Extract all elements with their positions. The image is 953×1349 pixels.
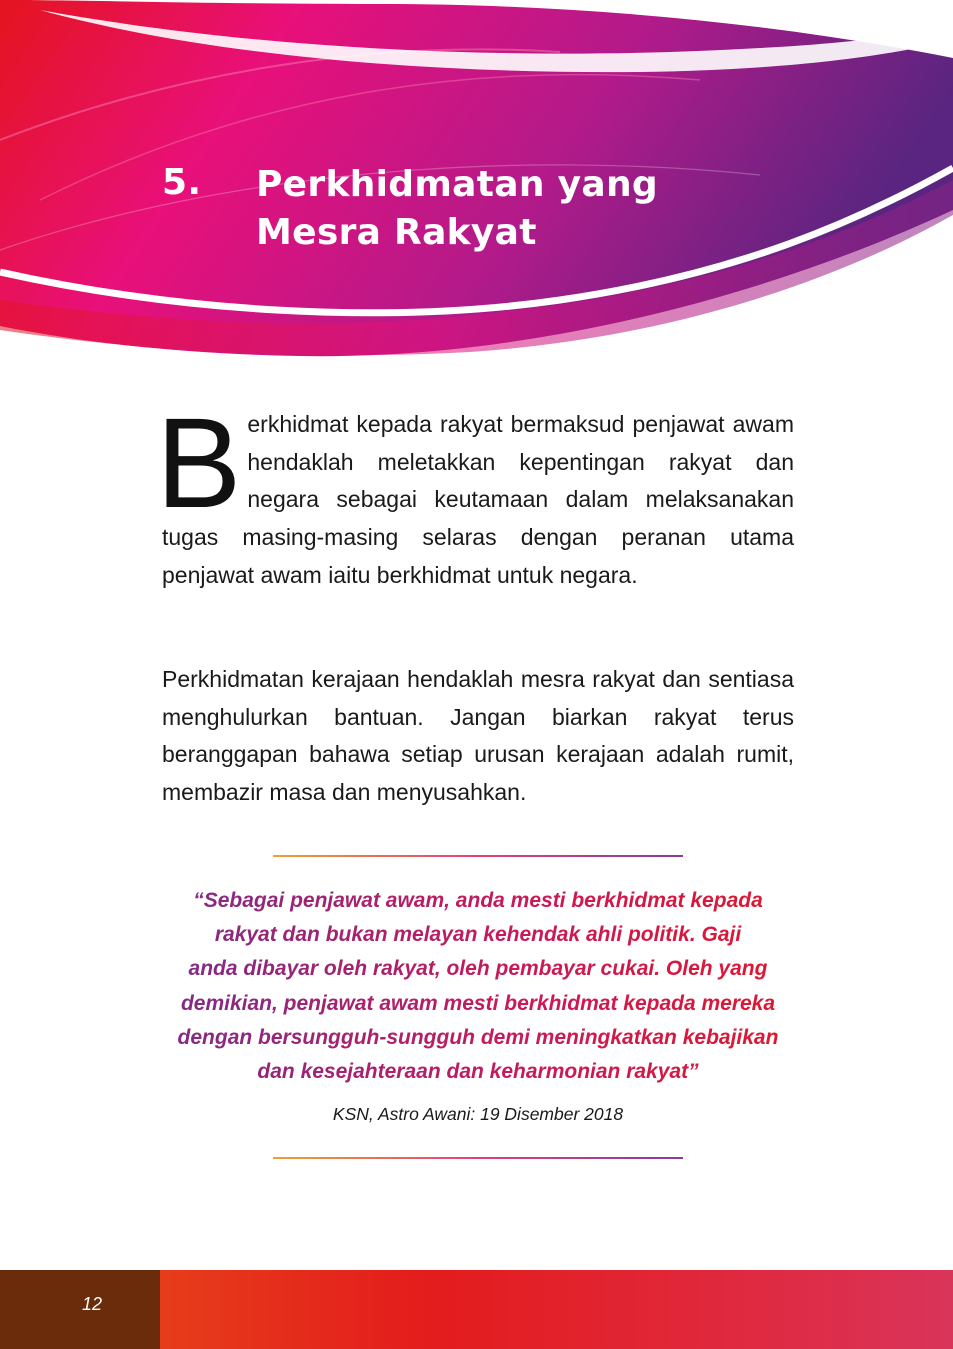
quote-block	[150, 884, 806, 1089]
quote-line: demikian, penjawat awam mesti berkhidmat kepada mereka	[150, 987, 806, 1021]
body-paragraph-1	[156, 392, 794, 595]
body-paragraph-1-text: erkhidmat kepada rakyat bermaksud penjawat awam hendaklah meletakkan kepentingan rakyat dan negara sebagai keutamaan dalam melaksanakan tugas masing-masing selaras dengan peranan utama penjawat awam iaitu berkhidmat untuk negara.	[162, 411, 794, 588]
section-number: 5.	[162, 162, 202, 203]
section-title	[256, 161, 676, 257]
quote-line: anda dibayar oleh rakyat, oleh pembayar cukai. Oleh yang	[150, 952, 806, 986]
quote-source: KSN, Astro Awani: 19 Disember 2018	[332, 1104, 624, 1124]
quote-line: dengan bersungguh-sungguh demi meningkatkan kebajikan	[150, 1021, 806, 1055]
body-paragraph-2: Perkhidmatan kerajaan hendaklah mesra rakyat dan sentiasa menghulurkan bantuan. Jangan biarkan rakyat terus beranggapan bahawa setiap urusan kerajaan adalah rumit, membazir masa dan menyusahkan.	[162, 666, 794, 806]
page-number: 12	[82, 1294, 103, 1314]
quote-divider-top	[273, 855, 683, 857]
drop-cap: B	[156, 392, 242, 535]
quote-line: rakyat dan bukan melayan kehendak ahli politik. Gaji	[150, 918, 806, 952]
section-title-line-2: Mesra Rakyat	[256, 212, 537, 253]
quote-line: dan kesejahteraan dan keharmonian rakyat”	[150, 1055, 806, 1089]
page-number-box	[0, 1270, 160, 1349]
quote-line: “Sebagai penjawat awam, anda mesti berkhidmat kepada	[150, 884, 806, 918]
quote-divider-bottom	[273, 1157, 683, 1159]
section-title-line-1: Perkhidmatan yang	[256, 164, 658, 205]
